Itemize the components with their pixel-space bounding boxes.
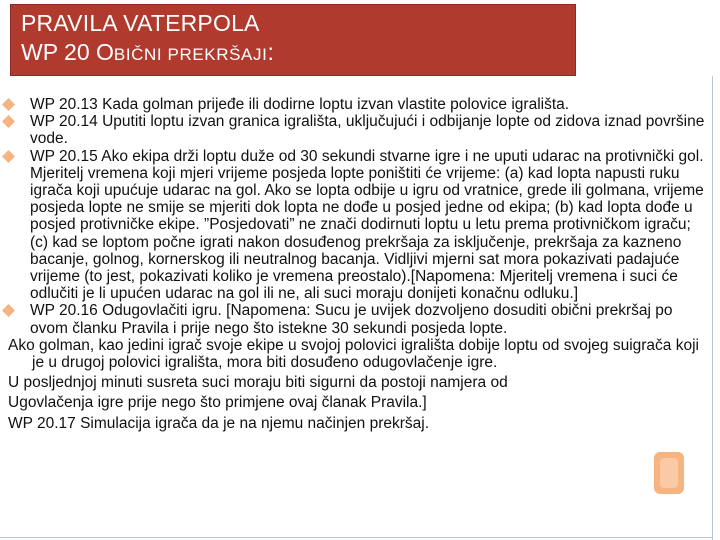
bullet-text: WP 20.13 Kada golman prijeđe ili dodirne loptu izvan vlastite polovice igrališta. [30,96,570,113]
diamond-bullet-icon [2,115,15,128]
bullet-item [8,302,708,336]
diamond-bullet-icon [2,304,15,317]
frame-bottom-line [0,537,713,538]
paragraph: U posljednjoj minuti susreta suci moraju biti sigurni da postoji namjera od [8,374,508,392]
diamond-bullet-icon [2,150,15,163]
accent-decoration [654,452,684,494]
subtitle-suffix: : [267,39,274,65]
slide-title: PRAVILA VATERPOLA [21,10,260,36]
bullet-text: WP 20.15 Ako ekipa drži loptu duže od 30 sekundi stvarne igre i ne uputi udarac na protivnički gol. Mjeritelj vremena koji mjeri vrijeme posjeda lopte poništiti će vrijeme: (a) kad lopta napusti ruku igrača koji upućuje udarac na gol. Ako se lopta odbije u igru od vratnice, grede ili golmana, vrijeme posjeda lopte ne smije se mjeriti dok lopta ne dođe u posjed jedne od ekipa; (b) kad lopta dođe u posjed protivničke ekipe. ”Posjedovati” ne znači dodirnuti loptu u letu prema protivničkom igraču; (c) kad se loptom počne igrati nakon dosuđenog prekršaja za isključenje, prekršaja za kazneno bacanje, golnog, kornerskog ili neutralnog bacanja. Vidljivi mjerni sat mora pokazivati padajuće vrijeme (to jest, pokazivati koliko je vremena preostalo).[Napomena: Mjeritelj vremena i suci će odlučiti je li upućen udarac na gol ili ne, ali suci moraju donijeti konačnu odluku.] [30,147,704,303]
diamond-bullet-icon [2,98,15,111]
bullet-text: WP 20.14 Uputiti loptu izvan granica igrališta, uključujući i odbijanje lopte od zidova iznad površine vode. [30,113,705,148]
frame-right-line [712,76,713,540]
subtitle-smallcaps: BIČNI PREKRŠAJI [113,45,268,64]
paragraph: Ako golman, kao jedini igrač svoje ekipe u svojoj polovici igrališta dobije loptu od svojeg suigrača koji je u drugoj polovici igrališta, mora biti dosuđeno odugovlačenje igre. [8,336,699,372]
paragraph: WP 20.17 Simulacija igrača da je na njemu načinjen prekršaj. [8,414,430,432]
bullet-text: WP 20.16 Odugovlačiti igru. [Napomena: Sucu je uvijek dozvoljeno dosuditi obični prekršaj po ovom članku Pravila i prije nego što istekne 30 sekundi posjeda lopte. [30,302,673,337]
content-body [8,96,708,432]
paragraph: Ugovlačenja igre prije nego što primjene ovaj članak Pravila.] [8,394,427,412]
bullet-item [8,148,708,303]
bullet-item [8,96,708,113]
title-box [10,4,576,76]
subtitle-prefix: WP 20 O [21,39,114,65]
slide-subtitle [21,37,575,70]
bullet-item [8,113,708,147]
